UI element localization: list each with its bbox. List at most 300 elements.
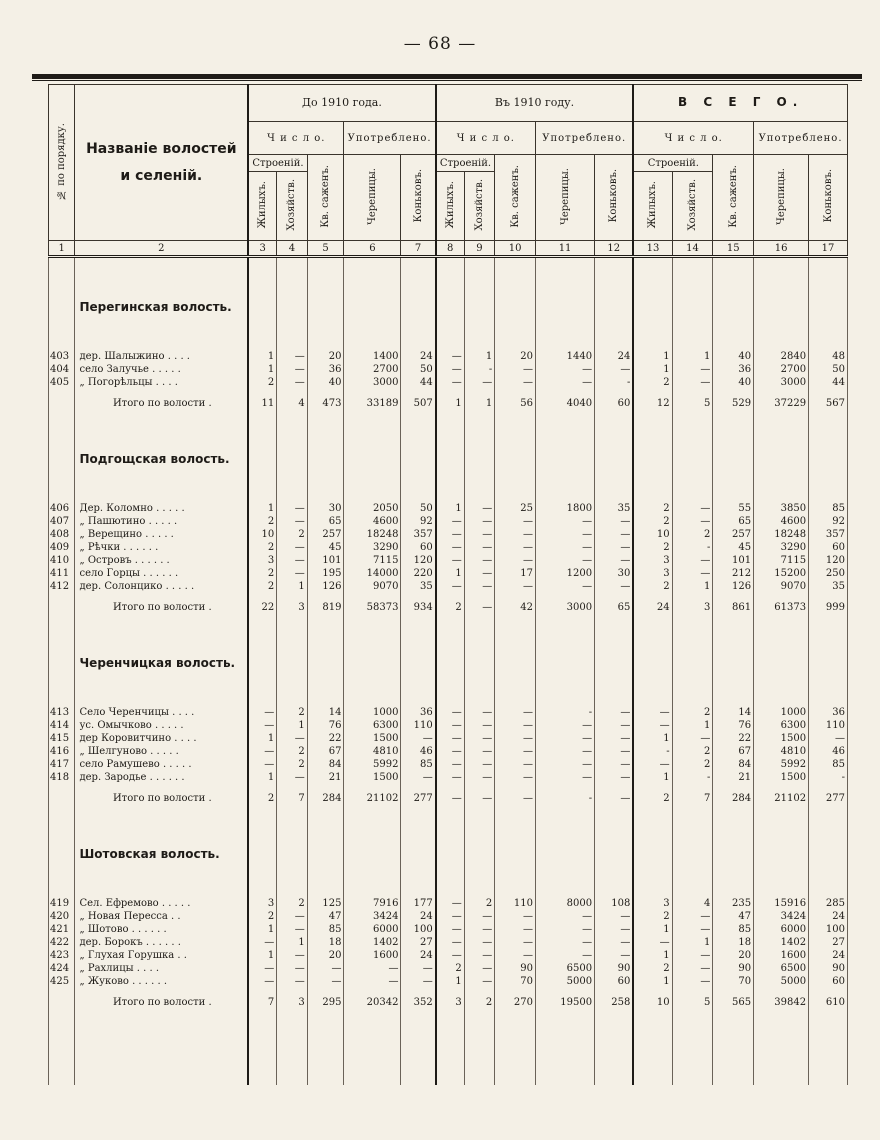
value-cell: 6500 xyxy=(536,962,595,975)
empty-cell xyxy=(809,841,848,861)
value-cell: — xyxy=(436,541,465,554)
value-cell: — xyxy=(436,554,465,567)
empty-cell xyxy=(49,784,75,792)
value-cell: — xyxy=(436,528,465,541)
value-cell: 76 xyxy=(713,719,754,732)
value-cell: 1 xyxy=(248,771,277,784)
value-cell: 85 xyxy=(401,758,436,771)
header-chislo-before: Ч и с л о. xyxy=(248,122,344,155)
value-cell: 101 xyxy=(307,554,344,567)
empty-cell xyxy=(713,805,754,841)
empty-cell xyxy=(307,614,344,650)
value-cell: 3424 xyxy=(754,910,809,923)
settlement-name: дер. Солонцико . . . . . xyxy=(75,580,248,593)
value-cell: 7115 xyxy=(754,554,809,567)
value-cell: 36 xyxy=(307,363,344,376)
value-cell: 2 xyxy=(248,567,277,580)
spacer-row xyxy=(49,670,848,706)
row-number: 410 xyxy=(49,554,75,567)
value-cell: 195 xyxy=(307,567,344,580)
empty-cell xyxy=(75,314,248,350)
value-cell: 1 xyxy=(436,975,465,988)
value-cell: — xyxy=(277,350,308,363)
value-cell: — xyxy=(495,706,536,719)
empty-cell xyxy=(536,466,595,502)
value-cell: 3 xyxy=(672,601,713,614)
empty-cell xyxy=(248,466,277,502)
empty-cell xyxy=(809,257,848,295)
value-cell: 39842 xyxy=(754,996,809,1009)
value-cell: 1 xyxy=(633,771,672,784)
empty-cell xyxy=(344,446,401,466)
empty-cell xyxy=(277,314,308,350)
empty-cell xyxy=(75,670,248,706)
value-cell: 2 xyxy=(464,996,495,1009)
empty-cell xyxy=(713,1045,754,1085)
value-cell: 2 xyxy=(248,541,277,554)
value-cell: — xyxy=(464,732,495,745)
value-cell: 60 xyxy=(401,541,436,554)
empty-cell xyxy=(809,1009,848,1045)
empty-cell xyxy=(495,294,536,314)
empty-cell xyxy=(307,988,344,996)
value-cell: 6000 xyxy=(754,923,809,936)
empty-cell xyxy=(248,389,277,397)
empty-cell xyxy=(672,1009,713,1045)
value-cell: — xyxy=(495,363,536,376)
value-cell: 2 xyxy=(633,502,672,515)
empty-cell xyxy=(713,466,754,502)
value-cell: 120 xyxy=(401,554,436,567)
empty-cell xyxy=(672,805,713,841)
row-number: 409 xyxy=(49,541,75,554)
empty-cell xyxy=(277,784,308,792)
column-number: 7 xyxy=(401,241,436,257)
empty-cell xyxy=(633,314,672,350)
row-number: 403 xyxy=(49,350,75,363)
value-cell: 46 xyxy=(401,745,436,758)
empty-cell xyxy=(672,466,713,502)
empty-cell xyxy=(248,650,277,670)
value-cell: 24 xyxy=(595,350,634,363)
value-cell: 1 xyxy=(672,350,713,363)
settlement-name: „ Погорѣльцы . . . . xyxy=(75,376,248,389)
value-cell: — xyxy=(595,580,634,593)
value-cell: 1 xyxy=(248,363,277,376)
empty-cell xyxy=(248,257,277,295)
value-cell: 40 xyxy=(307,376,344,389)
column-number: 10 xyxy=(495,241,536,257)
top-rule-thin xyxy=(32,80,862,81)
value-cell: 18 xyxy=(307,936,344,949)
empty-cell xyxy=(49,841,75,861)
value-cell: — xyxy=(436,719,465,732)
table-body xyxy=(49,257,848,1086)
value-cell: 14000 xyxy=(344,567,401,580)
empty-cell xyxy=(307,389,344,397)
empty-cell xyxy=(713,614,754,650)
value-cell: — xyxy=(633,936,672,949)
empty-cell xyxy=(464,593,495,601)
value-cell: 7 xyxy=(672,792,713,805)
empty-cell xyxy=(464,1045,495,1085)
volost-total-row xyxy=(49,397,848,410)
empty-cell xyxy=(277,294,308,314)
empty-cell xyxy=(495,670,536,706)
value-cell: 45 xyxy=(307,541,344,554)
empty-cell xyxy=(672,841,713,861)
value-cell: 22 xyxy=(248,601,277,614)
empty-cell xyxy=(75,257,248,295)
header-sqsazh-before: Кв. саженъ. xyxy=(307,155,344,241)
value-cell: 21102 xyxy=(754,792,809,805)
page-number: — 68 — xyxy=(403,34,477,54)
empty-cell xyxy=(595,294,634,314)
value-cell: 36 xyxy=(713,363,754,376)
value-cell: — xyxy=(464,949,495,962)
empty-cell xyxy=(436,805,465,841)
empty-cell xyxy=(595,410,634,446)
table-row xyxy=(49,363,848,376)
empty-cell xyxy=(536,314,595,350)
empty-cell xyxy=(248,670,277,706)
empty-cell xyxy=(436,861,465,897)
empty-cell xyxy=(401,314,436,350)
value-cell: 1 xyxy=(248,923,277,936)
column-number: 2 xyxy=(75,241,248,257)
statistics-table-sheet xyxy=(48,84,848,1114)
value-cell: — xyxy=(672,376,713,389)
empty-cell xyxy=(401,650,436,670)
column-number: 15 xyxy=(713,241,754,257)
empty-cell xyxy=(754,614,809,650)
row-number: 412 xyxy=(49,580,75,593)
header-tiles-total: Черепицы. xyxy=(754,155,809,241)
value-cell: 60 xyxy=(595,397,634,410)
empty-cell xyxy=(495,784,536,792)
empty-cell xyxy=(495,650,536,670)
value-cell: 3 xyxy=(633,897,672,910)
value-cell: — xyxy=(595,515,634,528)
value-cell: 37229 xyxy=(754,397,809,410)
value-cell: — xyxy=(277,949,308,962)
value-cell: — xyxy=(672,567,713,580)
header-sqsazh-total: Кв. саженъ. xyxy=(713,155,754,241)
empty-cell xyxy=(344,1045,401,1085)
empty-cell xyxy=(277,805,308,841)
value-cell: 108 xyxy=(595,897,634,910)
value-cell: 60 xyxy=(809,975,848,988)
empty-cell xyxy=(595,593,634,601)
value-cell: — xyxy=(277,363,308,376)
empty-cell xyxy=(277,650,308,670)
value-cell: 6500 xyxy=(754,962,809,975)
value-cell: 1200 xyxy=(536,567,595,580)
value-cell: — xyxy=(536,923,595,936)
settlement-name: „ Глухая Горушка . . xyxy=(75,949,248,962)
value-cell: — xyxy=(464,923,495,936)
empty-cell xyxy=(672,670,713,706)
empty-cell xyxy=(495,861,536,897)
empty-cell xyxy=(248,988,277,996)
value-cell: 70 xyxy=(713,975,754,988)
empty-cell xyxy=(49,861,75,897)
value-cell: 55 xyxy=(713,502,754,515)
empty-cell xyxy=(495,988,536,996)
settlement-name: „ Жуково . . . . . . xyxy=(75,975,248,988)
settlement-name: дер. Шалыжино . . . . xyxy=(75,350,248,363)
value-cell: 1402 xyxy=(344,936,401,949)
value-cell: — xyxy=(277,975,308,988)
table-row xyxy=(49,541,848,554)
value-cell: 3290 xyxy=(754,541,809,554)
settlement-name: „ Новая Пересса . . xyxy=(75,910,248,923)
value-cell: — xyxy=(536,528,595,541)
value-cell: 2050 xyxy=(344,502,401,515)
value-cell: 25 xyxy=(495,502,536,515)
empty-cell xyxy=(277,466,308,502)
value-cell: — xyxy=(672,554,713,567)
value-cell: 84 xyxy=(713,758,754,771)
value-cell: 1 xyxy=(248,732,277,745)
empty-cell xyxy=(75,466,248,502)
column-number: 1 xyxy=(49,241,75,257)
value-cell: 47 xyxy=(713,910,754,923)
empty-cell xyxy=(536,593,595,601)
value-cell: 2 xyxy=(672,745,713,758)
header-ord: № по порядку. xyxy=(49,85,75,241)
empty-cell xyxy=(436,650,465,670)
empty-cell xyxy=(633,784,672,792)
value-cell: 3 xyxy=(633,554,672,567)
empty-cell xyxy=(809,294,848,314)
empty-cell xyxy=(464,670,495,706)
value-cell: — xyxy=(536,771,595,784)
empty-cell xyxy=(248,1009,277,1045)
header-sqsazh-in: Кв. саженъ. xyxy=(495,155,536,241)
value-cell: 8000 xyxy=(536,897,595,910)
value-cell: 76 xyxy=(307,719,344,732)
value-cell: — xyxy=(436,936,465,949)
empty-cell xyxy=(49,314,75,350)
value-cell: — xyxy=(248,962,277,975)
settlement-name: дер. Борокъ . . . . . . xyxy=(75,936,248,949)
empty-cell xyxy=(754,466,809,502)
empty-cell xyxy=(713,257,754,295)
empty-cell xyxy=(536,257,595,295)
empty-cell xyxy=(49,1009,75,1045)
value-cell: 126 xyxy=(307,580,344,593)
value-cell: 65 xyxy=(595,601,634,614)
spacer-row xyxy=(49,389,848,397)
value-cell: 1 xyxy=(248,350,277,363)
empty-cell xyxy=(754,446,809,466)
empty-cell xyxy=(672,314,713,350)
value-cell: 58373 xyxy=(344,601,401,614)
value-cell: - xyxy=(633,745,672,758)
settlement-name: село Рамушево . . . . . xyxy=(75,758,248,771)
volost-title: Подгощская волость. xyxy=(75,446,248,466)
empty-cell xyxy=(672,614,713,650)
empty-cell xyxy=(248,784,277,792)
empty-cell xyxy=(713,670,754,706)
empty-cell xyxy=(277,614,308,650)
empty-cell xyxy=(248,294,277,314)
empty-cell xyxy=(436,784,465,792)
value-cell: 1 xyxy=(436,567,465,580)
value-cell: — xyxy=(248,706,277,719)
empty-cell xyxy=(495,446,536,466)
empty-cell xyxy=(401,294,436,314)
empty-cell xyxy=(672,650,713,670)
empty-cell xyxy=(536,988,595,996)
value-cell: 92 xyxy=(809,515,848,528)
value-cell: 90 xyxy=(495,962,536,975)
value-cell: — xyxy=(464,719,495,732)
value-cell: — xyxy=(536,363,595,376)
value-cell: 5000 xyxy=(536,975,595,988)
empty-cell xyxy=(436,314,465,350)
empty-cell xyxy=(713,314,754,350)
value-cell: 90 xyxy=(713,962,754,975)
value-cell: 24 xyxy=(401,350,436,363)
value-cell: — xyxy=(672,363,713,376)
empty-cell xyxy=(536,650,595,670)
table-row xyxy=(49,975,848,988)
value-cell: 27 xyxy=(809,936,848,949)
value-cell: — xyxy=(464,554,495,567)
value-cell: — xyxy=(595,758,634,771)
value-cell: 3850 xyxy=(754,502,809,515)
header-farm-total: Хозяйств. xyxy=(672,172,713,241)
empty-cell xyxy=(344,650,401,670)
value-cell: 250 xyxy=(809,567,848,580)
header-residential-before: Жилыхъ. xyxy=(248,172,277,241)
row-number: 404 xyxy=(49,363,75,376)
value-cell: — xyxy=(595,554,634,567)
value-cell: 24 xyxy=(809,910,848,923)
value-cell: 2 xyxy=(672,758,713,771)
empty-cell xyxy=(464,988,495,996)
value-cell: — xyxy=(464,502,495,515)
column-number: 16 xyxy=(754,241,809,257)
volost-total-row xyxy=(49,996,848,1009)
value-cell: 19500 xyxy=(536,996,595,1009)
spacer-row xyxy=(49,1009,848,1045)
value-cell: — xyxy=(495,376,536,389)
statistics-table xyxy=(48,84,848,1085)
value-cell: — xyxy=(672,949,713,962)
empty-cell xyxy=(307,446,344,466)
value-cell: 1500 xyxy=(344,771,401,784)
value-cell: — xyxy=(672,502,713,515)
value-cell: — xyxy=(436,792,465,805)
empty-cell xyxy=(436,466,465,502)
empty-cell xyxy=(436,1009,465,1045)
value-cell: 44 xyxy=(809,376,848,389)
empty-cell xyxy=(49,805,75,841)
header-chislo-in: Ч и с л о. xyxy=(436,122,536,155)
value-cell: 2840 xyxy=(754,350,809,363)
empty-cell xyxy=(344,389,401,397)
value-cell: 101 xyxy=(713,554,754,567)
empty-cell xyxy=(344,1009,401,1045)
empty-cell xyxy=(754,805,809,841)
value-cell: — xyxy=(436,758,465,771)
table-row xyxy=(49,350,848,363)
empty-cell xyxy=(277,988,308,996)
value-cell: 2 xyxy=(633,910,672,923)
value-cell: 567 xyxy=(809,397,848,410)
empty-cell xyxy=(595,650,634,670)
value-cell: 35 xyxy=(595,502,634,515)
empty-cell xyxy=(464,614,495,650)
value-cell: 61373 xyxy=(754,601,809,614)
value-cell: 3 xyxy=(277,601,308,614)
value-cell: 1500 xyxy=(754,732,809,745)
value-cell: — xyxy=(307,962,344,975)
value-cell: 35 xyxy=(809,580,848,593)
empty-cell xyxy=(633,410,672,446)
value-cell: — xyxy=(277,515,308,528)
empty-cell xyxy=(307,410,344,446)
empty-cell xyxy=(464,257,495,295)
value-cell: 12 xyxy=(633,397,672,410)
value-cell: — xyxy=(536,554,595,567)
value-cell: 7 xyxy=(248,996,277,1009)
value-cell: 65 xyxy=(713,515,754,528)
value-cell: — xyxy=(495,758,536,771)
volost-title: Черенчицкая волость. xyxy=(75,650,248,670)
empty-cell xyxy=(754,841,809,861)
value-cell: — xyxy=(277,923,308,936)
empty-cell xyxy=(464,294,495,314)
empty-cell xyxy=(436,389,465,397)
empty-cell xyxy=(595,841,634,861)
value-cell: 4810 xyxy=(344,745,401,758)
empty-cell xyxy=(633,294,672,314)
value-cell: 3 xyxy=(436,996,465,1009)
empty-cell xyxy=(633,593,672,601)
value-cell: — xyxy=(401,975,436,988)
value-cell: 529 xyxy=(713,397,754,410)
empty-cell xyxy=(401,805,436,841)
empty-cell xyxy=(248,841,277,861)
value-cell: 934 xyxy=(401,601,436,614)
empty-cell xyxy=(248,861,277,897)
empty-cell xyxy=(277,670,308,706)
value-cell: 18 xyxy=(713,936,754,949)
empty-cell xyxy=(536,861,595,897)
row-number: 417 xyxy=(49,758,75,771)
empty-cell xyxy=(401,670,436,706)
empty-cell xyxy=(401,389,436,397)
value-cell: 257 xyxy=(307,528,344,541)
empty-cell xyxy=(754,410,809,446)
value-cell: — xyxy=(595,949,634,962)
value-cell: 257 xyxy=(713,528,754,541)
value-cell: 85 xyxy=(809,758,848,771)
value-cell: 1600 xyxy=(344,949,401,962)
value-cell: — xyxy=(633,706,672,719)
value-cell: 177 xyxy=(401,897,436,910)
volost-title-row xyxy=(49,650,848,670)
value-cell: 4040 xyxy=(536,397,595,410)
value-cell: — xyxy=(672,923,713,936)
empty-cell xyxy=(401,446,436,466)
empty-cell xyxy=(344,257,401,295)
value-cell: 2 xyxy=(633,792,672,805)
